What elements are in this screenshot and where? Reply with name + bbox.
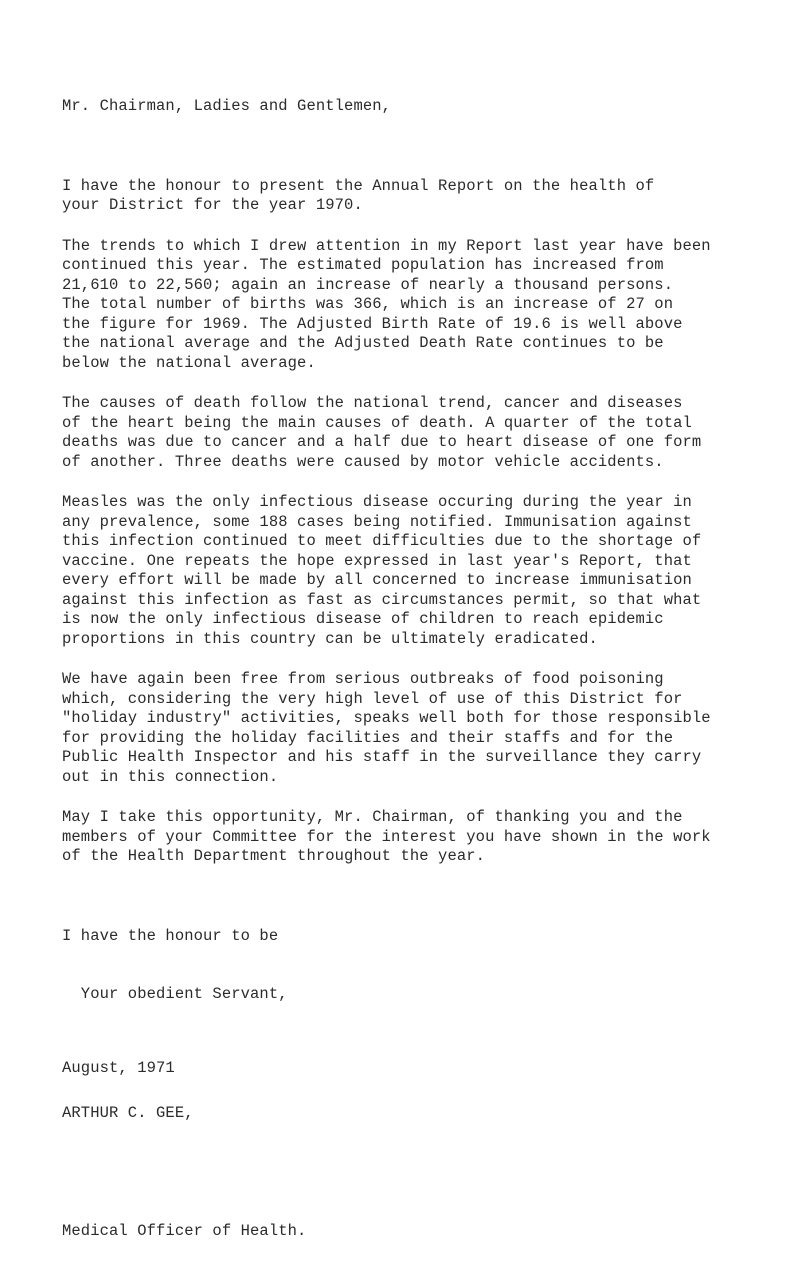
salutation-text: Mr. Chairman, Ladies and Gentlemen, [62,97,392,115]
letter-date-block [62,1059,175,1079]
paragraph-line: We have again been free from serious outbreaks of food poisoning [62,670,664,688]
paragraph-line: The causes of death follow the national trend, cancer and diseases [62,394,683,412]
paragraph-line: of the heart being the main causes of death. A quarter of the total [62,413,692,432]
letter-body [62,177,782,867]
paragraph-line: Measles was the only infectious disease occuring during the year in [62,493,692,511]
paragraph-line: below the national average. [62,353,316,372]
paragraph-line: the figure for 1969. The Adjusted Birth Rate of 19.6 is well above [62,314,683,333]
body-paragraph [62,670,782,787]
paragraph-line: the national average and the Adjusted Death Rate continues to be [62,334,664,352]
letter-date: August, 1971 [62,1059,175,1077]
closing-line: Your obedient Servant, [62,985,288,1003]
paragraph-line: is now the only infectious disease of children to reach epidemic [62,610,664,628]
closing-line: I have the honour to be [62,926,279,945]
paragraph-line: proportions in this country can be ultimately eradicated. [62,629,598,648]
paragraph-line: I have the honour to present the Annual Report on the health of [62,176,655,195]
paragraph-line: 21,610 to 22,560; again an increase of nearly a thousand persons. [62,275,674,294]
paragraph-line: "holiday industry" activities, speaks well both for those responsible [62,709,711,727]
paragraph-line: deaths was due to cancer and a half due to heart disease of one form [62,433,702,451]
paragraph-line: vaccine. One repeats the hope expressed in last year's Report, that [62,551,692,570]
body-paragraph [62,237,782,374]
paragraph-line: The total number of births was 366, which is an increase of 27 on [62,295,674,313]
letter-page [62,58,782,1281]
paragraph-line: out in this connection. [62,767,279,786]
paragraph-line: Public Health Inspector and his staff in the surveillance they carry [62,748,702,766]
body-paragraph [62,493,782,649]
signature-block [62,1065,782,1163]
officer-title-block [62,1183,782,1281]
paragraph-line: against this infection as fast as circumstances permit, so that what [62,590,702,609]
officer-title: Medical Officer of Health. [62,1222,307,1240]
paragraph-line: The trends to which I drew attention in my Report last year have been [62,236,711,255]
paragraph-line: of another. Three deaths were caused by motor vehicle accidents. [62,452,664,471]
signature-name: ARTHUR C. GEE, [62,1103,194,1122]
body-paragraph [62,808,782,867]
closing [62,888,782,1044]
paragraph-line: of the Health Department throughout the year. [62,847,486,865]
paragraph-line: any prevalence, some 188 cases being notified. Immunisation against [62,512,692,531]
paragraph-line: your District for the year 1970. [62,196,363,214]
paragraph-line: members of your Committee for the interest you have shown in the work [62,827,711,846]
paragraph-line: every effort will be made by all concerned to increase immunisation [62,571,692,589]
body-paragraph [62,177,782,216]
paragraph-line: continued this year. The estimated population has increased from [62,256,664,274]
paragraph-line: this infection continued to meet difficulties due to the shortage of [62,532,702,550]
paragraph-line: for providing the holiday facilities and their staffs and for the [62,728,674,747]
paragraph-line: May I take this opportunity, Mr. Chairman, of thanking you and the [62,808,683,826]
body-paragraph [62,394,782,472]
salutation [62,58,782,156]
paragraph-line: which, considering the very high level of use of this District for [62,689,683,708]
